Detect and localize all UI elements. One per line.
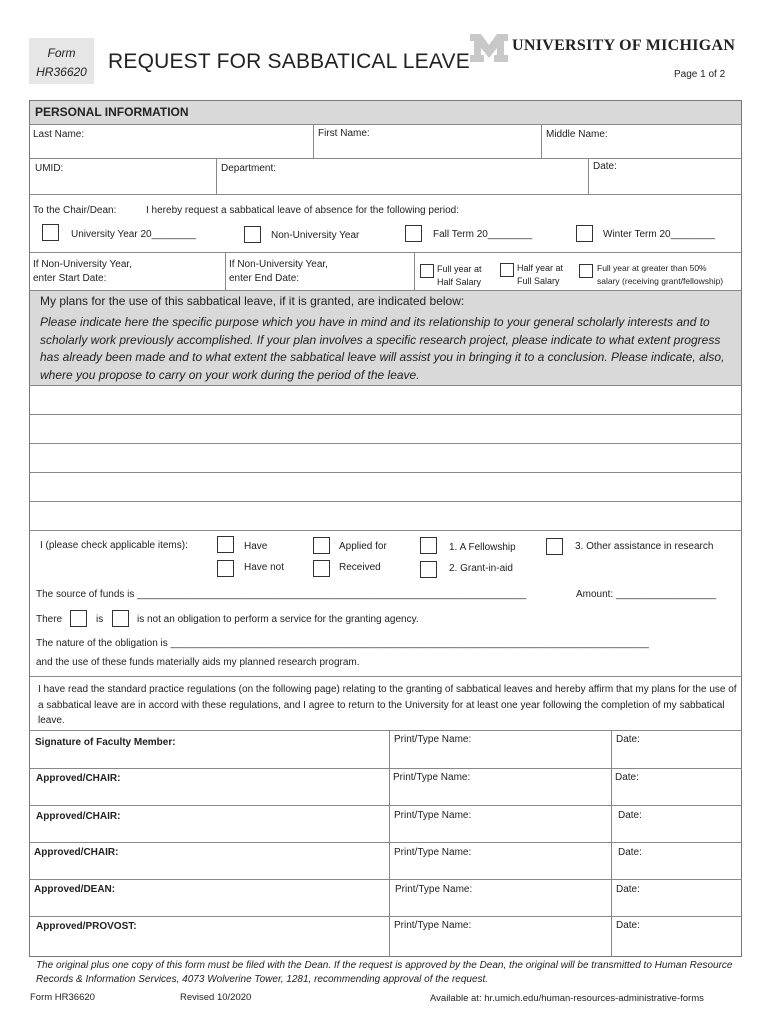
plans-instructions: Please indicate here the specific purpose which you have in mind and its relationship to your general scholarly interests and to scholarly work previously accomplished. If your plan involves a specific research project, please indicate to what extent progress has already been made and to what extent the sabbatical leave will assist you in bringing it to a conclusion. Please indicate, also, where you propose to carry on your work during the period of the leave. bbox=[40, 315, 725, 382]
half-year-full-line1: Half year at bbox=[517, 263, 564, 273]
form-label: Form bbox=[47, 46, 76, 60]
signature-date-field[interactable]: Date: bbox=[618, 810, 642, 821]
full-year-50-checkbox[interactable] bbox=[579, 264, 593, 278]
fellowship-checkbox[interactable] bbox=[420, 537, 437, 554]
winter-term-label: Winter Term 20________ bbox=[603, 229, 716, 240]
winter-term-checkbox[interactable] bbox=[576, 225, 593, 242]
fall-term-checkbox[interactable] bbox=[405, 225, 422, 242]
plans-heading: My plans for the use of this sabbatical leave, if it is granted, are indicated below: bbox=[40, 294, 465, 308]
amount-field[interactable]: Amount: __________________ bbox=[576, 589, 717, 600]
grant-checkbox[interactable] bbox=[420, 561, 437, 578]
form-number-box bbox=[29, 38, 94, 84]
full-year-half-line1: Full year at bbox=[437, 264, 482, 274]
there-label: There bbox=[36, 614, 63, 625]
approved-provost-label[interactable]: Approved/PROVOST: bbox=[36, 921, 137, 932]
to-chair-label: To the Chair/Dean: bbox=[33, 205, 117, 216]
signature-date-field[interactable]: Date: bbox=[616, 884, 640, 895]
non-university-year-label: Non-University Year bbox=[271, 230, 360, 241]
end-date-field[interactable] bbox=[229, 258, 328, 286]
applied-for-checkbox[interactable] bbox=[313, 537, 330, 554]
start-date-label-2: enter Start Date: bbox=[33, 273, 107, 284]
university-year-checkbox[interactable] bbox=[42, 224, 59, 241]
footer-revised: Revised 10/2020 bbox=[180, 992, 252, 1003]
have-not-label: Have not bbox=[244, 562, 285, 573]
check-items-label: I (please check applicable items): bbox=[40, 540, 188, 551]
have-not-checkbox[interactable] bbox=[217, 560, 234, 577]
signature-row bbox=[30, 805, 741, 842]
approved-chair-label[interactable]: Approved/CHAIR: bbox=[36, 811, 121, 822]
is-not-checkbox[interactable] bbox=[112, 610, 129, 627]
form-number: HR36620 bbox=[36, 65, 87, 79]
first-name-field[interactable]: First Name: bbox=[318, 128, 370, 139]
print-name-field[interactable]: Print/Type Name: bbox=[394, 847, 472, 858]
is-label: is bbox=[96, 614, 104, 625]
approved-chair-label[interactable]: Approved/CHAIR: bbox=[34, 847, 119, 858]
signature-row bbox=[30, 916, 741, 957]
applied-for-label: Applied for bbox=[339, 541, 387, 552]
umid-field[interactable]: UMID: bbox=[35, 163, 64, 174]
is-checkbox[interactable] bbox=[70, 610, 87, 627]
half-year-full-salary-checkbox[interactable] bbox=[500, 263, 514, 277]
signature-row bbox=[30, 879, 741, 916]
half-year-full-line2: Full Salary bbox=[517, 276, 560, 286]
signature-faculty-label[interactable]: Signature of Faculty Member: bbox=[35, 737, 176, 748]
end-date-label-2: enter End Date: bbox=[229, 273, 300, 284]
university-name: UNIVERSITY OF MICHIGAN bbox=[512, 37, 736, 54]
department-field[interactable]: Department: bbox=[221, 163, 277, 174]
full-year-50-line2: salary (receiving grant/fellowship) bbox=[597, 276, 724, 286]
approved-dean-label[interactable]: Approved/DEAN: bbox=[34, 884, 116, 895]
print-name-field[interactable]: Print/Type Name: bbox=[395, 884, 473, 895]
signature-date-field[interactable]: Date: bbox=[616, 920, 640, 931]
signature-date-field[interactable]: Date: bbox=[615, 772, 639, 783]
end-date-label: If Non-University Year, bbox=[229, 259, 328, 270]
grant-label: 2. Grant-in-aid bbox=[449, 563, 513, 574]
signature-row bbox=[30, 730, 741, 768]
other-assistance-label: 3. Other assistance in research bbox=[575, 541, 714, 552]
block-m-logo-icon bbox=[470, 34, 508, 62]
page-number: Page 1 of 2 bbox=[674, 69, 726, 80]
university-year-label: University Year 20________ bbox=[71, 229, 197, 240]
received-label: Received bbox=[339, 562, 381, 573]
start-date-field[interactable] bbox=[33, 258, 132, 286]
full-year-50-line1: Full year at greater than 50% bbox=[597, 263, 707, 273]
footer-available-link[interactable]: Available at: hr.umich.edu/human-resources-administrative-forms bbox=[430, 993, 704, 1004]
footer-form-number: Form HR36620 bbox=[30, 992, 95, 1003]
page-title: REQUEST FOR SABBATICAL LEAVE bbox=[108, 50, 470, 73]
fellowship-label: 1. A Fellowship bbox=[449, 542, 516, 553]
source-of-funds-field[interactable]: The source of funds is ______________________________________________________________________ bbox=[36, 589, 527, 600]
other-assistance-checkbox[interactable] bbox=[546, 538, 563, 555]
non-university-year-checkbox[interactable] bbox=[244, 226, 261, 243]
last-name-field[interactable]: Last Name: bbox=[33, 129, 85, 140]
start-date-label: If Non-University Year, bbox=[33, 259, 132, 270]
print-name-field[interactable]: Print/Type Name: bbox=[394, 734, 472, 745]
obligation-label: is not an obligation to perform a service for the granting agency. bbox=[137, 614, 419, 625]
nature-of-obligation-field[interactable]: The nature of the obligation is ______________________________________________________________________________________ bbox=[36, 638, 649, 649]
full-year-50-label bbox=[597, 262, 723, 288]
half-year-full-salary-label bbox=[517, 262, 563, 288]
request-text: I hereby request a sabbatical leave of absence for the following period: bbox=[146, 205, 459, 216]
date-field[interactable]: Date: bbox=[593, 161, 617, 172]
section-title-personal: PERSONAL INFORMATION bbox=[35, 105, 189, 119]
have-label: Have bbox=[244, 541, 268, 552]
signature-date-field[interactable]: Date: bbox=[616, 734, 640, 745]
received-checkbox[interactable] bbox=[313, 560, 330, 577]
approved-chair-label[interactable]: Approved/CHAIR: bbox=[36, 773, 121, 784]
use-of-funds-text: and the use of these funds materially aids my planned research program. bbox=[36, 657, 360, 668]
signature-row bbox=[30, 842, 741, 879]
plans-text-area[interactable] bbox=[30, 386, 741, 529]
signature-date-field[interactable]: Date: bbox=[618, 847, 642, 858]
affirmation-text: I have read the standard practice regulations (on the following page) relating to the granting of sabbatical leaves and hereby affirm that my plans for the use of a sabbatical leave are in accord with these regulations, and I agree to return to the University for at least one year following the completion of my sabbatical leave. bbox=[38, 684, 737, 726]
middle-name-field[interactable]: Middle Name: bbox=[546, 129, 608, 140]
fall-term-label: Fall Term 20________ bbox=[433, 229, 533, 240]
print-name-field[interactable]: Print/Type Name: bbox=[393, 772, 471, 783]
full-year-half-line2: Half Salary bbox=[437, 277, 482, 287]
filing-note: The original plus one copy of this form must be filed with the Dean. If the request is approved by the Dean, the original will be transmitted to Human Resource Records & Information Services, 4073 Wolverine Tower, 1281, recommending approval of the request. bbox=[36, 960, 733, 985]
full-year-half-salary-label bbox=[437, 263, 482, 289]
signature-row bbox=[30, 768, 741, 805]
full-year-half-salary-checkbox[interactable] bbox=[420, 264, 434, 278]
print-name-field[interactable]: Print/Type Name: bbox=[394, 920, 472, 931]
print-name-field[interactable]: Print/Type Name: bbox=[394, 810, 472, 821]
have-checkbox[interactable] bbox=[217, 536, 234, 553]
